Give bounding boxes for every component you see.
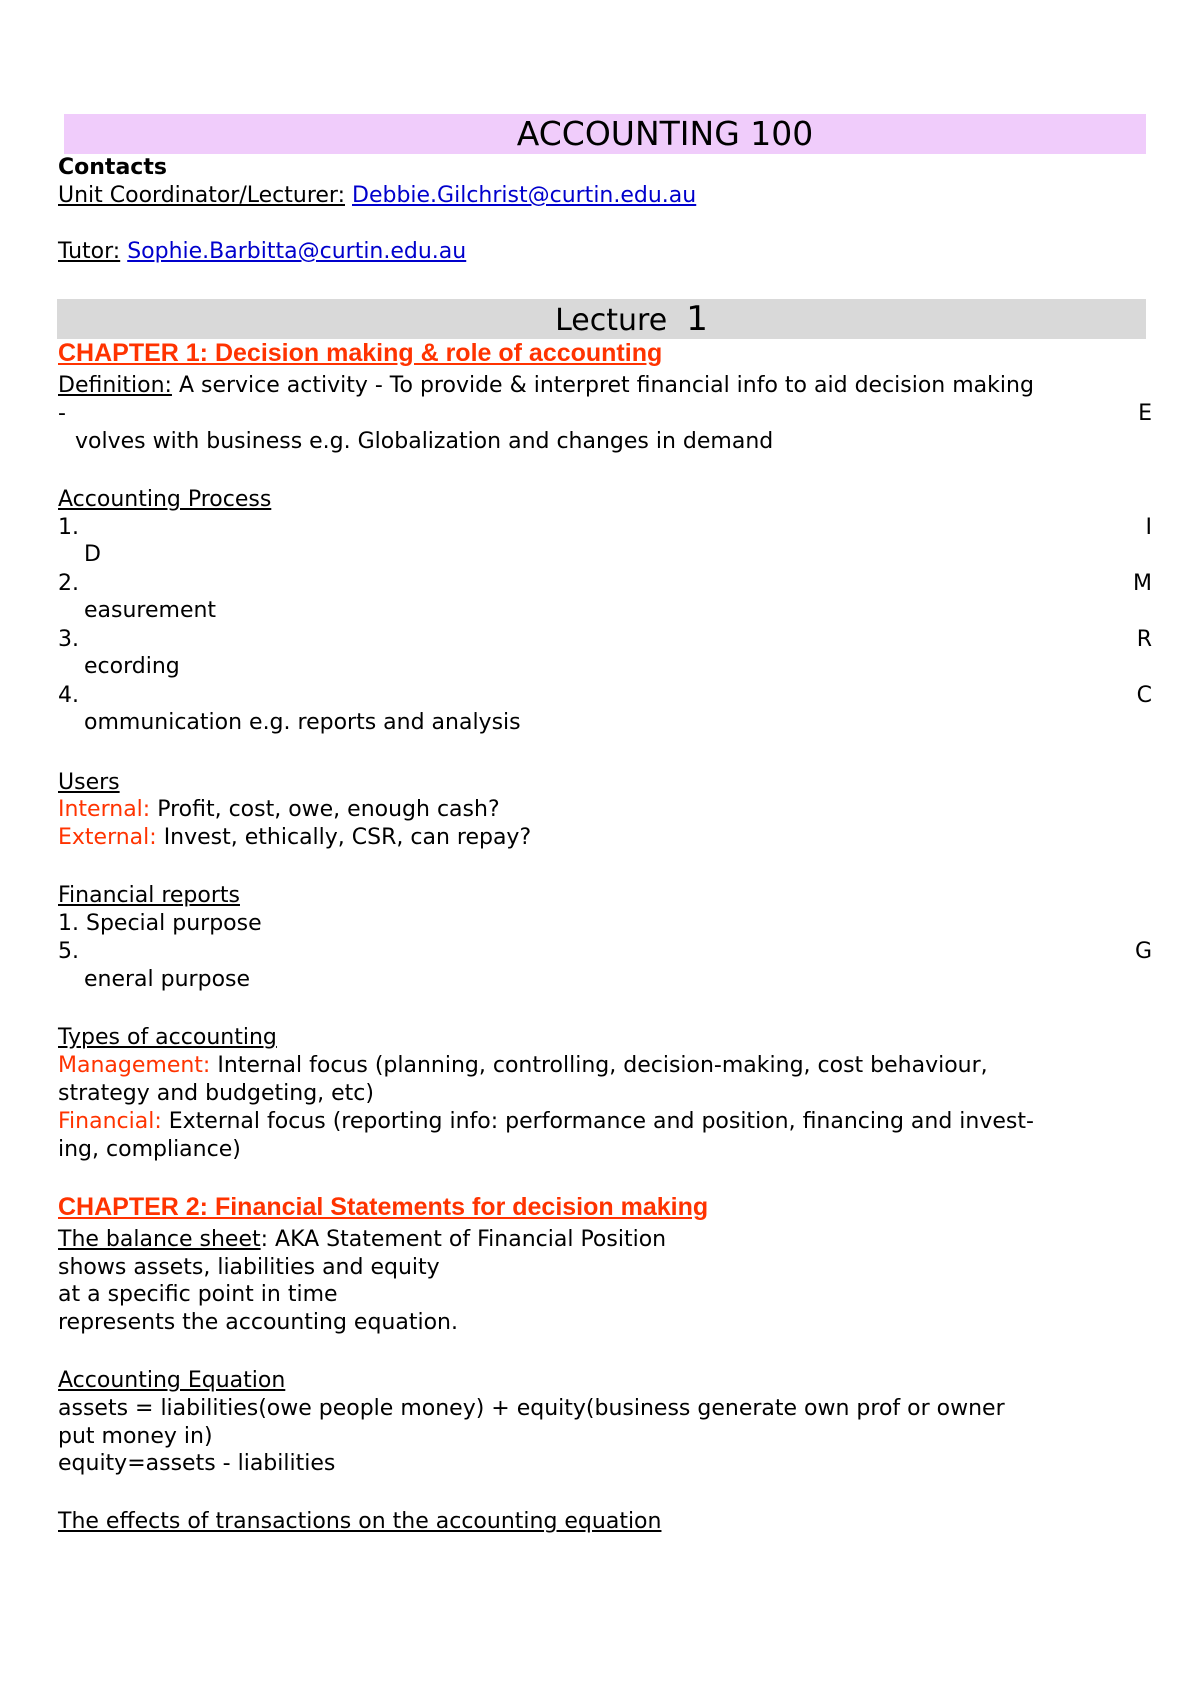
process-1-text: D bbox=[84, 542, 101, 567]
reports-heading: Financial reports bbox=[58, 883, 240, 908]
financial-label: Financial: bbox=[58, 1109, 162, 1134]
report-2-num: 5. bbox=[58, 939, 79, 964]
internal-line bbox=[58, 796, 500, 824]
report-1: 1. Special purpose bbox=[58, 911, 262, 936]
lecture-heading bbox=[57, 299, 1146, 341]
management-label: Management: bbox=[58, 1053, 211, 1078]
management-line-1 bbox=[58, 1052, 988, 1080]
process-1-num: 1. bbox=[58, 515, 79, 540]
chapter-1-heading: CHAPTER 1: Decision making & role of accounting bbox=[58, 339, 663, 367]
report-2-text: eneral purpose bbox=[84, 967, 251, 992]
definition-line bbox=[58, 372, 1034, 400]
financial-text-1: External focus (reporting info: performance and position, financing and invest- bbox=[161, 1109, 1034, 1134]
management-text-1: Internal focus (planning, controlling, decision-making, cost behaviour, bbox=[210, 1053, 988, 1078]
definition-text: A service activity - To provide & interpret financial info to aid decision making bbox=[171, 373, 1034, 398]
financial-text-2: ing, compliance) bbox=[58, 1137, 241, 1162]
lecture-bar bbox=[57, 299, 1146, 339]
lecture-number: 1 bbox=[686, 299, 708, 339]
balance-line-1: shows assets, liabilities and equity bbox=[58, 1255, 440, 1280]
management-text-2: strategy and budgeting, etc) bbox=[58, 1081, 374, 1106]
process-heading: Accounting Process bbox=[58, 487, 272, 512]
equation-heading: Accounting Equation bbox=[58, 1368, 286, 1393]
process-1-letter: I bbox=[1145, 515, 1152, 540]
bullet-text: volves with business e.g. Globalization and changes in demand bbox=[75, 429, 774, 454]
contacts-heading: Contacts bbox=[58, 155, 167, 180]
balance-text: : AKA Statement of Financial Position bbox=[260, 1227, 667, 1252]
external-text: Invest, ethically, CSR, can repay? bbox=[156, 825, 532, 850]
lecture-label: Lecture bbox=[555, 303, 668, 338]
balance-line-2: at a specific point in time bbox=[58, 1282, 338, 1307]
process-3-text: ecording bbox=[84, 654, 180, 679]
internal-text: Profit, cost, owe, enough cash? bbox=[150, 797, 500, 822]
coordinator-label: Unit Coordinator/Lecturer: bbox=[58, 183, 345, 208]
process-4-text: ommunication e.g. reports and analysis bbox=[84, 710, 521, 735]
equation-line-2: put money in) bbox=[58, 1424, 213, 1449]
equation-line-3: equity=assets - liabilities bbox=[58, 1451, 336, 1476]
external-label: External: bbox=[58, 825, 157, 850]
balance-label: The balance sheet bbox=[58, 1227, 261, 1252]
process-2-num: 2. bbox=[58, 571, 79, 596]
process-4-num: 4. bbox=[58, 683, 79, 708]
effects-heading: The effects of transactions on the accounting equation bbox=[58, 1509, 662, 1534]
process-2-letter: M bbox=[1133, 571, 1152, 596]
tutor-line bbox=[58, 238, 466, 266]
internal-label: Internal: bbox=[58, 797, 151, 822]
bullet-letter: E bbox=[1138, 401, 1152, 426]
balance-line bbox=[58, 1226, 666, 1254]
tutor-label: Tutor: bbox=[58, 239, 121, 264]
process-3-num: 3. bbox=[58, 627, 79, 652]
definition-label: Definition: bbox=[58, 373, 172, 398]
users-heading: Users bbox=[58, 770, 120, 795]
process-4-letter: C bbox=[1136, 683, 1152, 708]
process-3-letter: R bbox=[1136, 627, 1152, 652]
coordinator-line bbox=[58, 182, 696, 210]
title-bar bbox=[64, 114, 1146, 154]
balance-line-3: represents the accounting equation. bbox=[58, 1310, 458, 1335]
types-heading: Types of accounting bbox=[58, 1025, 277, 1050]
process-2-text: easurement bbox=[84, 598, 217, 623]
page-title: ACCOUNTING 100 bbox=[516, 114, 814, 153]
coordinator-email-link[interactable]: Debbie.Gilchrist@curtin.edu.au bbox=[352, 183, 697, 208]
bullet-dash: - bbox=[58, 401, 66, 426]
equation-line-1: assets = liabilities(owe people money) + equity(business generate own prof or owner bbox=[58, 1396, 1005, 1421]
report-2-letter: G bbox=[1134, 939, 1152, 964]
financial-line-1 bbox=[58, 1108, 1034, 1136]
external-line bbox=[58, 824, 531, 852]
tutor-email-link[interactable]: Sophie.Barbitta@curtin.edu.au bbox=[127, 239, 467, 264]
chapter-2-heading: CHAPTER 2: Financial Statements for decision making bbox=[58, 1193, 709, 1221]
